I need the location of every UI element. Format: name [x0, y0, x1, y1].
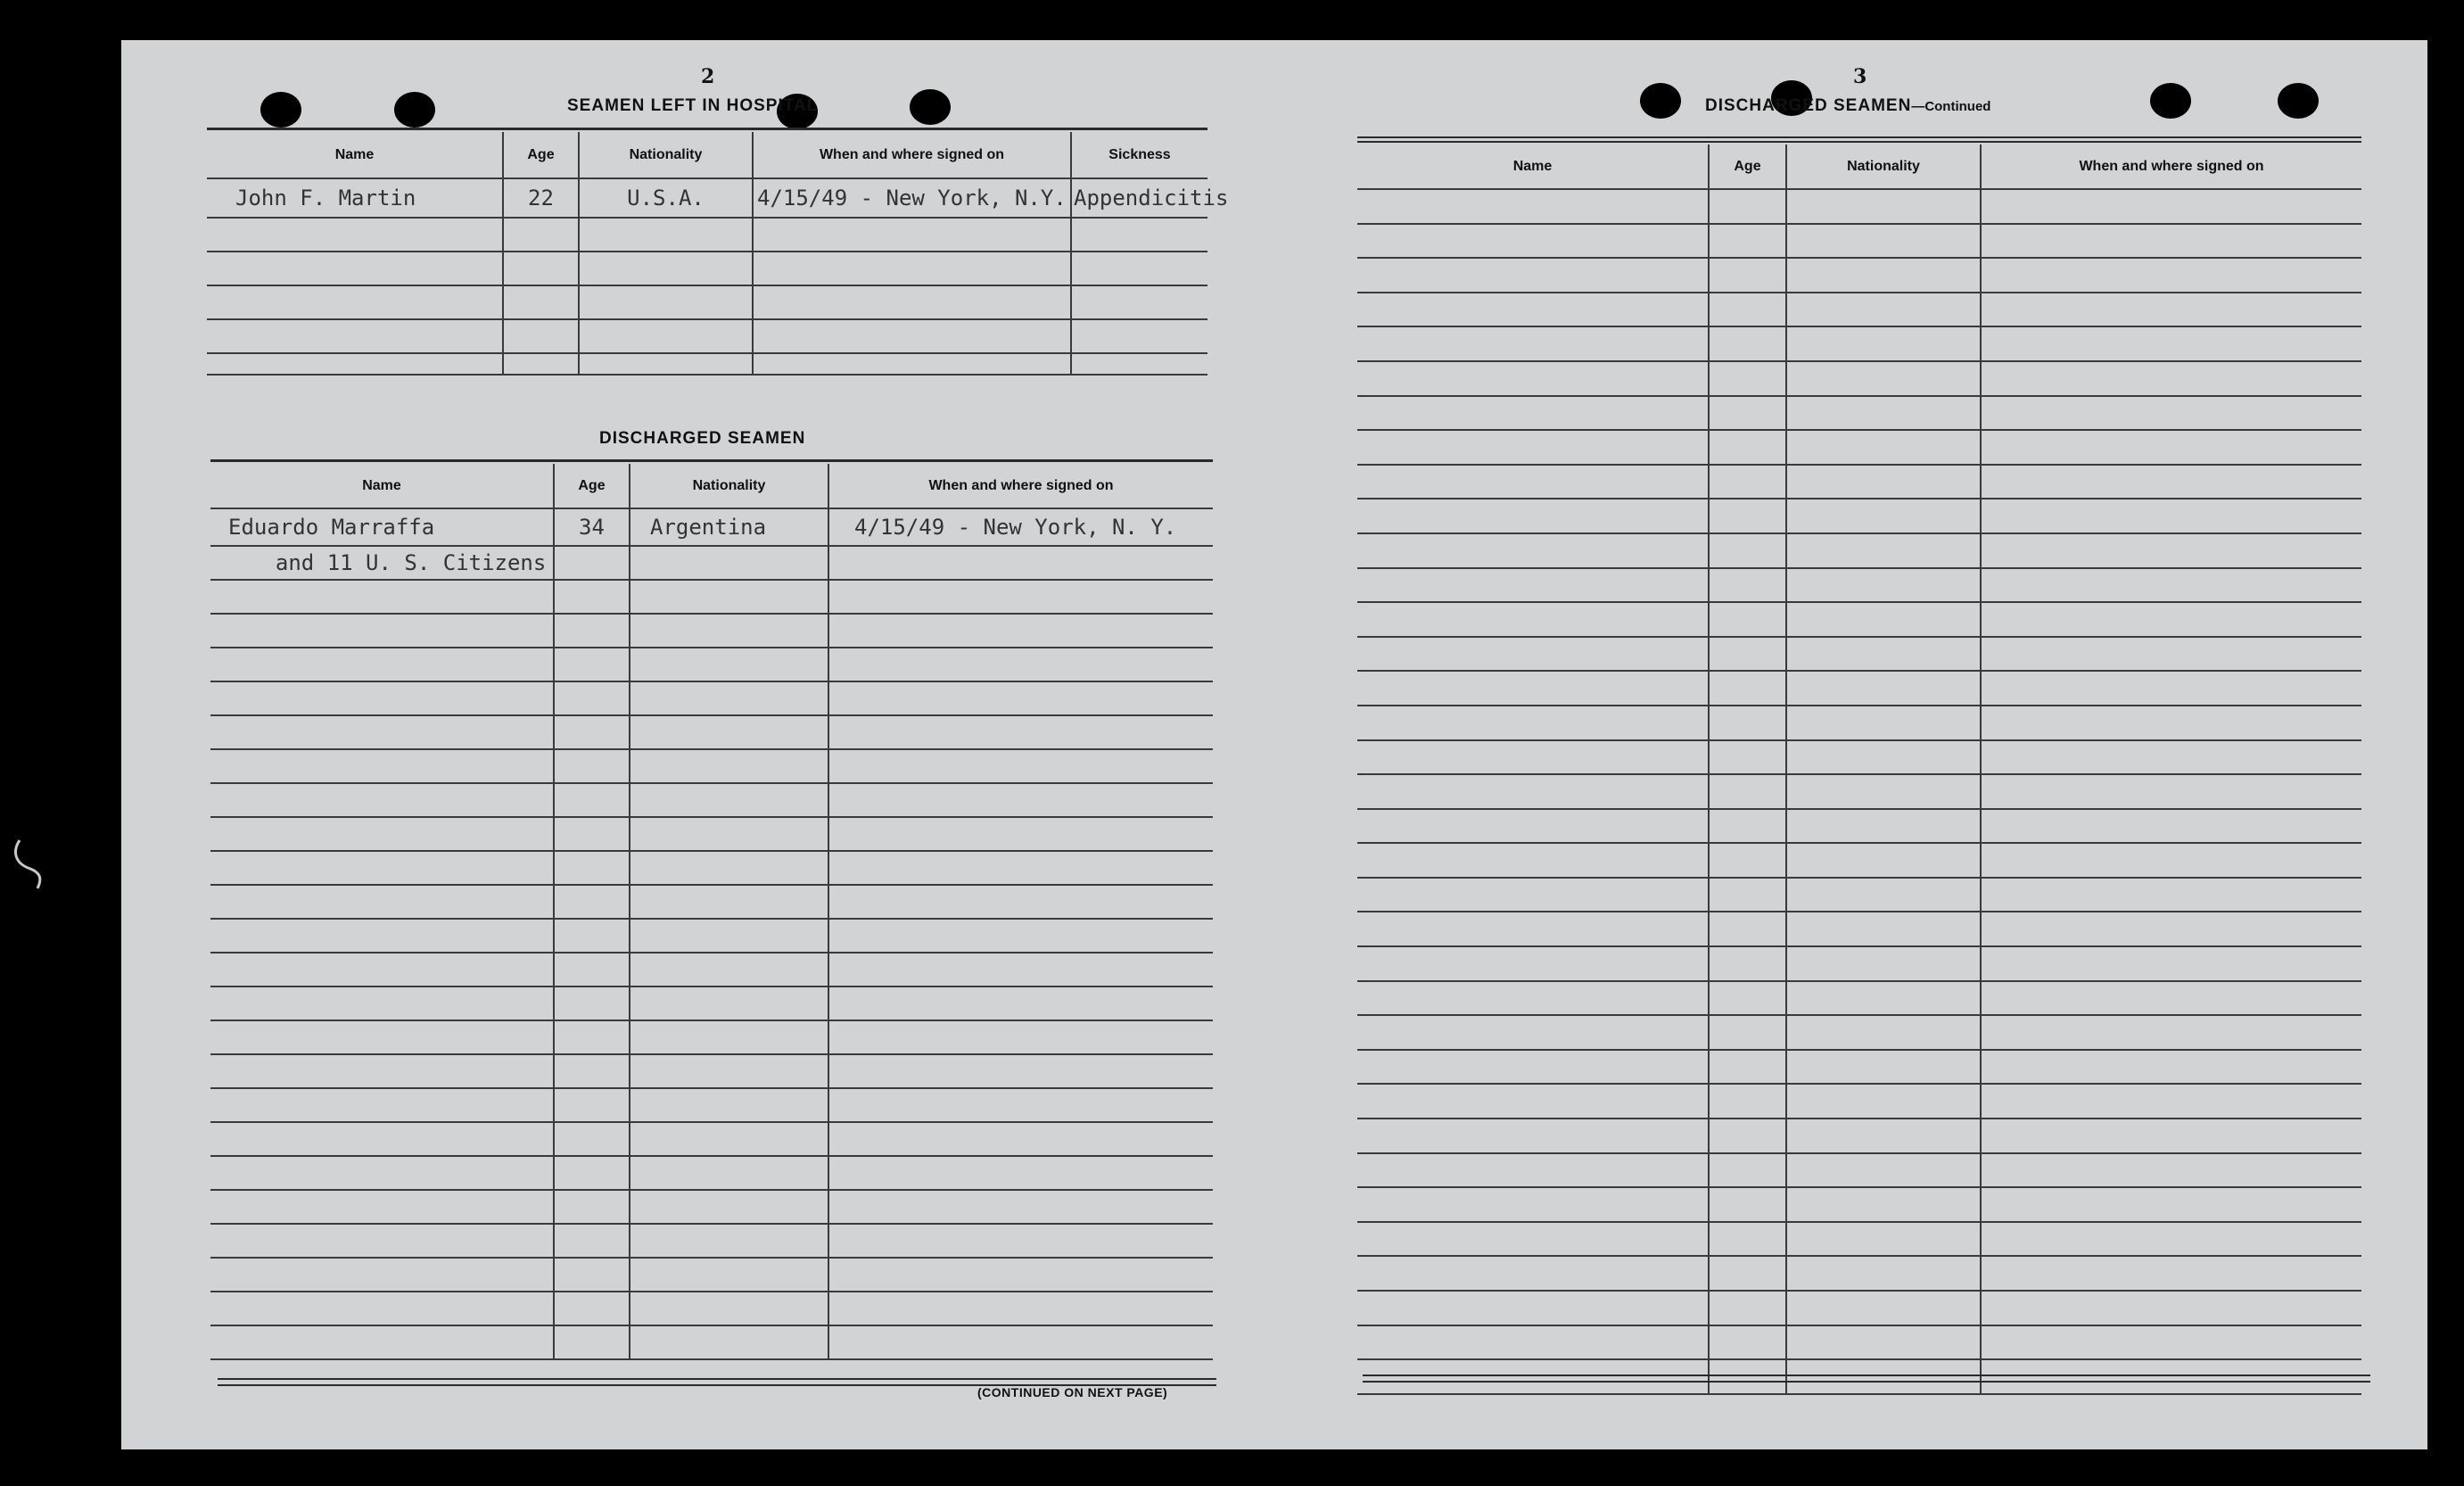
- cell-nationality: Argentina: [630, 508, 828, 546]
- table-row: [210, 681, 1213, 715]
- discharged-table: [210, 464, 1213, 1360]
- table-row: [1357, 912, 2361, 946]
- table-top-rule: [210, 459, 1213, 462]
- column-header: When and where signed on: [1981, 144, 2361, 189]
- punch-hole: [2150, 83, 2191, 119]
- table-row: [1357, 843, 2361, 878]
- table-row: [1357, 671, 2361, 706]
- table-row: [1357, 1256, 2361, 1291]
- table-row: [210, 1020, 1213, 1054]
- table-row: [210, 1325, 1213, 1359]
- table-row: [1357, 740, 2361, 775]
- column-header: When and where signed on: [828, 464, 1213, 508]
- table-row: [210, 1088, 1213, 1122]
- table-row: [210, 715, 1213, 749]
- page-number: 3: [1853, 65, 1867, 88]
- table-row: [210, 1156, 1213, 1190]
- table-row: [1357, 602, 2361, 637]
- table-row: [210, 1224, 1213, 1258]
- table-row: [207, 218, 1207, 252]
- cell-age: 22: [503, 178, 579, 218]
- table-row: [207, 178, 1207, 218]
- table-top-rule: [1357, 136, 2361, 138]
- table-row: [1357, 499, 2361, 533]
- table-row: [1357, 637, 2361, 672]
- table-row: [210, 885, 1213, 919]
- table-bottom-rule: [1363, 1375, 2370, 1376]
- hospital-table: [207, 132, 1229, 376]
- table-row: [1357, 568, 2361, 603]
- table-row: [210, 580, 1213, 614]
- table-row: [1357, 774, 2361, 809]
- table-row: [1357, 1359, 2361, 1394]
- table-top-rule: [1357, 141, 2361, 143]
- margin-mark: [11, 838, 46, 892]
- table-row: [1357, 1050, 2361, 1085]
- cell-signed-on: 4/15/49 - New York, N. Y.: [828, 508, 1213, 546]
- cell-name: Eduardo Marraffa: [210, 508, 554, 546]
- table-row: [1357, 396, 2361, 431]
- table-row: [1357, 293, 2361, 327]
- table-row: [1357, 946, 2361, 981]
- column-header: Name: [1357, 144, 1709, 189]
- cell-age: 34: [554, 508, 630, 546]
- table-row: [210, 648, 1213, 681]
- column-header: Nationality: [1786, 144, 1981, 189]
- discharged-section-title: DISCHARGED SEAMEN: [599, 429, 806, 448]
- discharged-continued-title: [1705, 96, 1990, 116]
- punch-hole: [1640, 83, 1681, 119]
- table-row: [1357, 1187, 2361, 1222]
- table-row: [1357, 465, 2361, 499]
- column-header: Name: [210, 464, 554, 508]
- title-continued: —Continued: [1911, 99, 1991, 114]
- table-bottom-rule: [218, 1378, 1216, 1380]
- punch-hole: [2278, 83, 2319, 119]
- column-header: Age: [554, 464, 630, 508]
- column-header: Nationality: [579, 132, 753, 178]
- table-row: [207, 319, 1207, 353]
- table-row: [1357, 1222, 2361, 1257]
- table-row: [1357, 1084, 2361, 1119]
- table-row: [1357, 1291, 2361, 1325]
- table-row: [210, 614, 1213, 648]
- cell-sickness: Appendicitis: [1071, 178, 1207, 218]
- table-row: [1357, 1119, 2361, 1153]
- table-row: [210, 953, 1213, 987]
- table-row: [1357, 1015, 2361, 1050]
- table-row: [1357, 224, 2361, 259]
- column-header: Nationality: [630, 464, 828, 508]
- title-main: DISCHARGED SEAMEN: [1705, 96, 1912, 115]
- hospital-section-title: SEAMEN LEFT IN HOSPITAL: [567, 96, 819, 115]
- table-row: [210, 987, 1213, 1020]
- table-row: [1357, 533, 2361, 568]
- table-row: [1357, 1153, 2361, 1188]
- table-row: [210, 749, 1213, 783]
- table-row: [210, 817, 1213, 851]
- cell-nationality: U.S.A.: [579, 178, 753, 218]
- cell-name: John F. Martin: [207, 178, 503, 218]
- table-row: [210, 546, 1213, 580]
- table-row: [1357, 1325, 2361, 1360]
- table-row: [210, 1258, 1213, 1292]
- column-header: Name: [207, 132, 503, 178]
- document-sheet: [121, 40, 2427, 1449]
- table-row: [1357, 361, 2361, 396]
- table-row: [210, 508, 1213, 546]
- table-row: [1357, 258, 2361, 293]
- column-header: Age: [1709, 144, 1786, 189]
- table-row: [210, 783, 1213, 817]
- punch-hole: [394, 92, 435, 128]
- column-header: Age: [503, 132, 579, 178]
- table-row: [1357, 809, 2361, 844]
- table-row: [1357, 189, 2361, 224]
- table-row: [210, 919, 1213, 953]
- punch-hole: [260, 92, 301, 128]
- table-row: [210, 851, 1213, 885]
- table-row: [207, 252, 1207, 285]
- table-row: [1357, 981, 2361, 1016]
- table-row: [207, 353, 1207, 375]
- cell-signed-on: 4/15/49 - New York, N.Y.: [753, 178, 1071, 218]
- table-row: [210, 1054, 1213, 1088]
- table-row: [210, 1190, 1213, 1224]
- column-header: Sickness: [1071, 132, 1207, 178]
- cell-name: and 11 U. S. Citizens: [210, 546, 554, 580]
- table-row: [1357, 706, 2361, 740]
- punch-hole: [910, 89, 951, 125]
- table-row: [1357, 326, 2361, 361]
- table-row: [207, 285, 1207, 319]
- table-row: [210, 1292, 1213, 1325]
- table-row: [210, 1122, 1213, 1156]
- table-row: [1357, 878, 2361, 912]
- continued-table: [1357, 144, 2361, 1395]
- column-header: When and where signed on: [753, 132, 1071, 178]
- table-bottom-rule: [1363, 1381, 2370, 1383]
- table-top-rule: [207, 128, 1207, 130]
- table-row: [1357, 430, 2361, 465]
- continued-note: (CONTINUED ON NEXT PAGE): [977, 1385, 1168, 1399]
- page-number: 2: [701, 65, 715, 88]
